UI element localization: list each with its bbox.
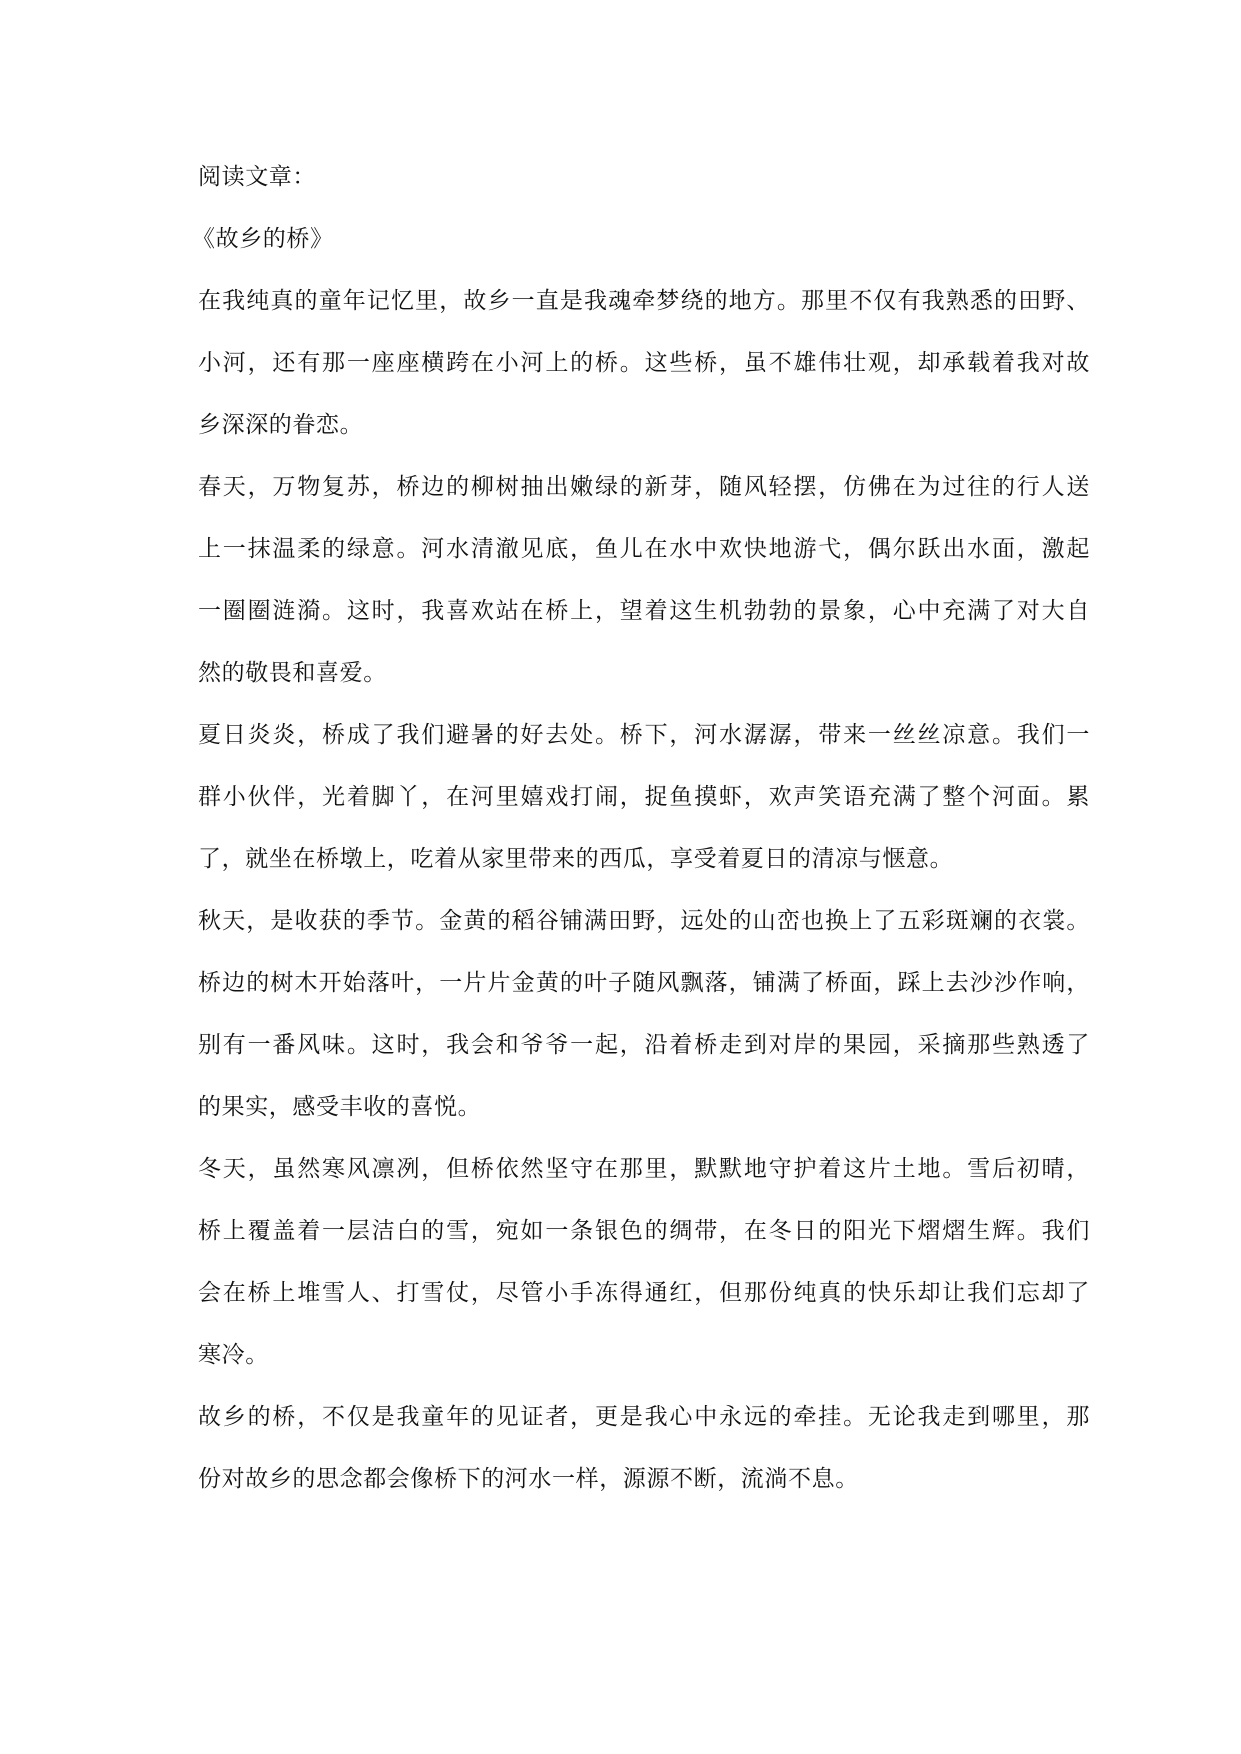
text-line: 夏日炎炎，桥成了我们避暑的好去处。桥下，河水潺潺，带来一丝丝凉意。我们一 xyxy=(198,722,1090,748)
text-line: 会在桥上堆雪人、打雪仗，尽管小手冻得通红，但那份纯真的快乐却让我们忘却了 xyxy=(198,1280,1090,1306)
text-line: 上一抹温柔的绿意。河水清澈见底，鱼儿在水中欢快地游弋，偶尔跃出水面，激起 xyxy=(198,536,1090,562)
text-line: 小河，还有那一座座横跨在小河上的桥。这些桥，虽不雄伟壮观，却承载着我对故 xyxy=(198,350,1090,376)
text-line: 了，就坐在桥墩上，吃着从家里带来的西瓜，享受着夏日的清凉与惬意。 xyxy=(198,846,954,872)
document-body xyxy=(192,146,1090,1510)
text-line: 在我纯真的童年记忆里，故乡一直是我魂牵梦绕的地方。那里不仅有我熟悉的田野、 xyxy=(198,288,1090,314)
text-line: 寒冷。 xyxy=(198,1342,269,1368)
text-line: 春天，万物复苏，桥边的柳树抽出嫩绿的新芽，随风轻摆，仿佛在为过往的行人送 xyxy=(198,474,1090,500)
text-line: 故乡的桥，不仅是我童年的见证者，更是我心中永远的牵挂。无论我走到哪里，那 xyxy=(198,1404,1090,1430)
text-line: 群小伙伴，光着脚丫，在河里嬉戏打闹，捉鱼摸虾，欢声笑语充满了整个河面。累 xyxy=(198,784,1090,810)
text-line: 冬天，虽然寒风凛冽，但桥依然坚守在那里，默默地守护着这片土地。雪后初晴， xyxy=(198,1156,1090,1182)
text-line: 秋天，是收获的季节。金黄的稻谷铺满田野，远处的山峦也换上了五彩斑斓的衣裳。 xyxy=(198,908,1090,934)
text-line: 桥边的树木开始落叶，一片片金黄的叶子随风飘落，铺满了桥面，踩上去沙沙作响， xyxy=(198,970,1090,996)
text-line: 份对故乡的思念都会像桥下的河水一样，源源不断，流淌不息。 xyxy=(198,1466,859,1492)
text-line: 然的敬畏和喜爱。 xyxy=(198,660,387,686)
article-title: 《故乡的桥》 xyxy=(192,226,334,252)
text-line: 别有一番风味。这时，我会和爷爷一起，沿着桥走到对岸的果园，采摘那些熟透了 xyxy=(198,1032,1090,1058)
text-line: 桥上覆盖着一层洁白的雪，宛如一条银色的绸带，在冬日的阳光下熠熠生辉。我们 xyxy=(198,1218,1090,1244)
text-line: 一圈圈涟漪。这时，我喜欢站在桥上，望着这生机勃勃的景象，心中充满了对大自 xyxy=(198,598,1090,624)
reading-heading: 阅读文章： xyxy=(198,164,316,190)
text-line: 的果实，感受丰收的喜悦。 xyxy=(198,1094,482,1120)
text-line: 乡深深的眷恋。 xyxy=(198,412,364,438)
